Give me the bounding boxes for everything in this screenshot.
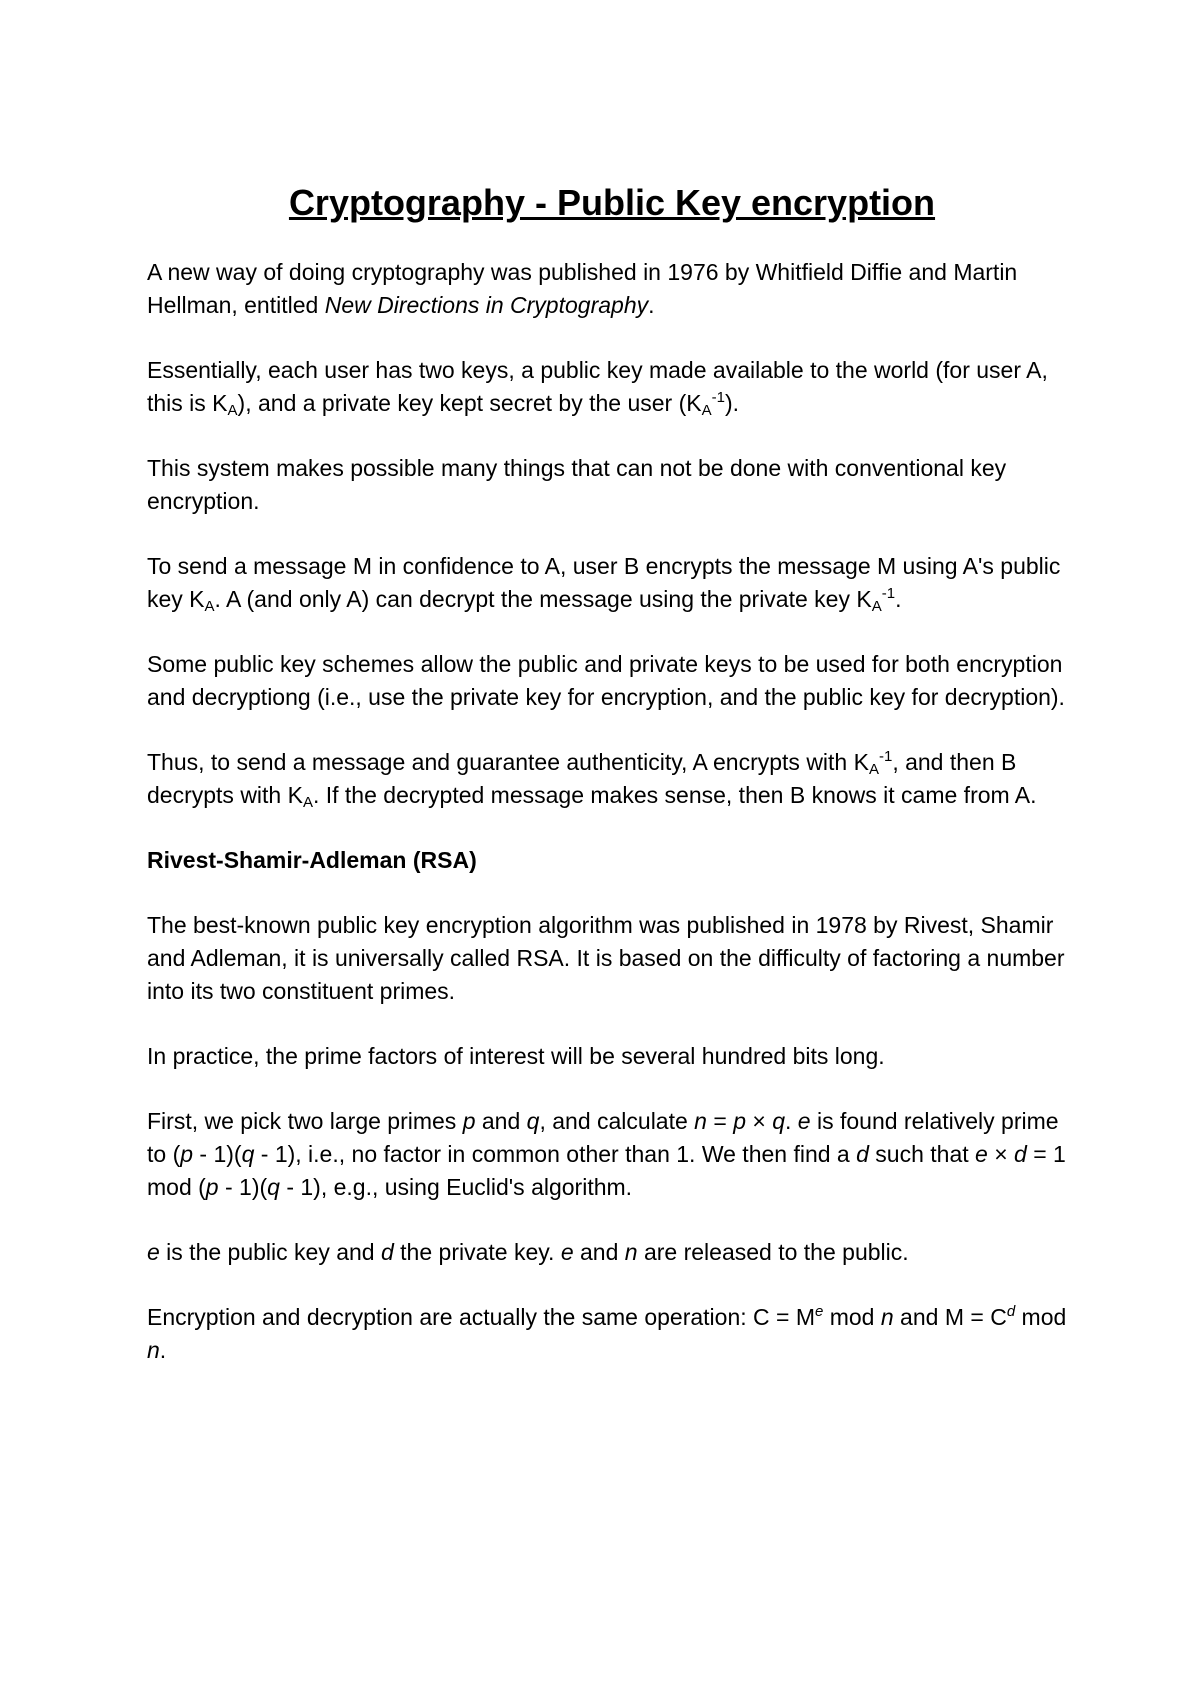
subscript: A (227, 402, 238, 419)
math-var: p (180, 1141, 194, 1167)
subscript: A (302, 794, 313, 811)
superscript: -1 (878, 748, 893, 765)
subscript: A (204, 598, 215, 615)
text-run: such that (868, 1141, 976, 1167)
subscript: A (868, 761, 879, 778)
math-var: p (205, 1174, 219, 1200)
document-content (147, 178, 1077, 1399)
section-heading-rsa: Rivest-Shamir-Adleman (RSA) (147, 847, 477, 873)
text-run: Some public key schemes allow the public and private keys to be used for both encryption and decryptiong (i.e., use the private key for encryption, and the public key for decryption). (147, 651, 1065, 710)
text-run: ), and a private key kept secret by the user (K (237, 390, 702, 416)
paragraph-two-keys (147, 354, 1077, 420)
document-title: Cryptography - Public Key encryption (288, 182, 936, 223)
text-run: and (475, 1108, 527, 1134)
text-run: are released to the public. (637, 1239, 909, 1265)
math-var: e (147, 1239, 160, 1265)
text-run: × (987, 1141, 1015, 1167)
math-var: q (267, 1174, 280, 1200)
superscript (1007, 1303, 1015, 1320)
text-run: . (159, 1337, 167, 1363)
text-run: - 1), e.g., using Euclid's algorithm. (279, 1174, 633, 1200)
paragraph-confidence (147, 550, 1077, 616)
text-run: First, we pick two large primes (147, 1108, 463, 1134)
superscript: -1 (711, 389, 725, 406)
math-var: q (526, 1108, 540, 1134)
math-var: n (147, 1337, 160, 1363)
text-run: . (895, 586, 902, 612)
text-run: - 1)( (218, 1174, 268, 1200)
subscript: A (871, 598, 882, 615)
math-var: p (462, 1108, 476, 1134)
superscript: -1 (881, 585, 896, 602)
text-run: To send a message M in confidence to A, user B encrypts the message M using A's public key K (147, 553, 1061, 612)
text-run: - 1)( (193, 1141, 242, 1167)
text-run: = 1 mod ( (147, 1141, 1066, 1200)
text-run: × (745, 1108, 773, 1134)
math-var: n (624, 1239, 638, 1265)
math-var: n (694, 1108, 707, 1134)
math-var: p (733, 1108, 746, 1134)
text-run: and (573, 1239, 625, 1265)
text-run: mod (823, 1304, 881, 1330)
text-run: is the public key and (159, 1239, 381, 1265)
math-var: d (856, 1141, 869, 1167)
math-var: q (241, 1141, 255, 1167)
math-var: q (772, 1108, 785, 1134)
italic-title: New Directions in Cryptography (324, 292, 649, 318)
paragraph-public-private (147, 1236, 1077, 1269)
text-run: = (706, 1108, 734, 1134)
paragraph-intro (147, 256, 1077, 322)
paragraph-authenticity (147, 746, 1077, 812)
text-run: Thus, to send a message and guarantee authenticity, A encrypts with K (147, 749, 869, 775)
text-run: Encryption and decryption are actually the same operation: C = M (147, 1304, 815, 1330)
text-run: In practice, the prime factors of interest will be several hundred bits long. (147, 1043, 885, 1069)
text-run: ). (724, 390, 740, 416)
paragraph-rsa-intro (147, 909, 1077, 1008)
paragraph-key-generation (147, 1105, 1077, 1204)
text-run: . A (and only A) can decrypt the message using the private key K (214, 586, 872, 612)
text-run: , and calculate (539, 1108, 695, 1134)
text-run: . (648, 292, 655, 318)
math-var: e (815, 1303, 824, 1320)
math-var: d (380, 1239, 394, 1265)
math-var: e (797, 1108, 811, 1134)
text-run: and M = C (893, 1304, 1007, 1330)
math-var: d (1014, 1141, 1027, 1167)
text-run: , and then B decrypts with K (147, 749, 1017, 808)
paragraph-operations (147, 1301, 1077, 1367)
math-var: e (560, 1239, 574, 1265)
math-var: n (880, 1304, 894, 1330)
paragraph-possibilities (147, 452, 1077, 518)
text-run: Essentially, each user has two keys, a public key made available to the world (for user A, this is K (147, 357, 1048, 416)
text-run: - 1), i.e., no factor in common other than 1. We then find a (254, 1141, 857, 1167)
text-run: This system makes possible many things that can not be done with conventional key encryption. (147, 455, 1007, 514)
math-var: d (1006, 1303, 1016, 1320)
subscript: A (701, 402, 712, 419)
paragraph-prime-size (147, 1040, 1077, 1073)
text-run: . (785, 1108, 798, 1134)
text-run: . If the decrypted message makes sense, then B knows it came from A. (312, 782, 1037, 808)
text-run: is found relatively prime to ( (147, 1108, 1059, 1167)
paragraph-schemes (147, 648, 1077, 714)
text-run: mod (1015, 1304, 1067, 1330)
text-run: the private key. (393, 1239, 561, 1265)
text-run: The best-known public key encryption algorithm was published in 1978 by Rivest, Shamir and Adleman, it is universally called RSA. It is based on the difficulty of factoring a number into its two constituent primes. (147, 912, 1065, 1004)
math-var: e (975, 1141, 988, 1167)
text-run: A new way of doing cryptography was published in 1976 by Whitfield Diffie and Martin Hellman, entitled (147, 259, 1018, 318)
